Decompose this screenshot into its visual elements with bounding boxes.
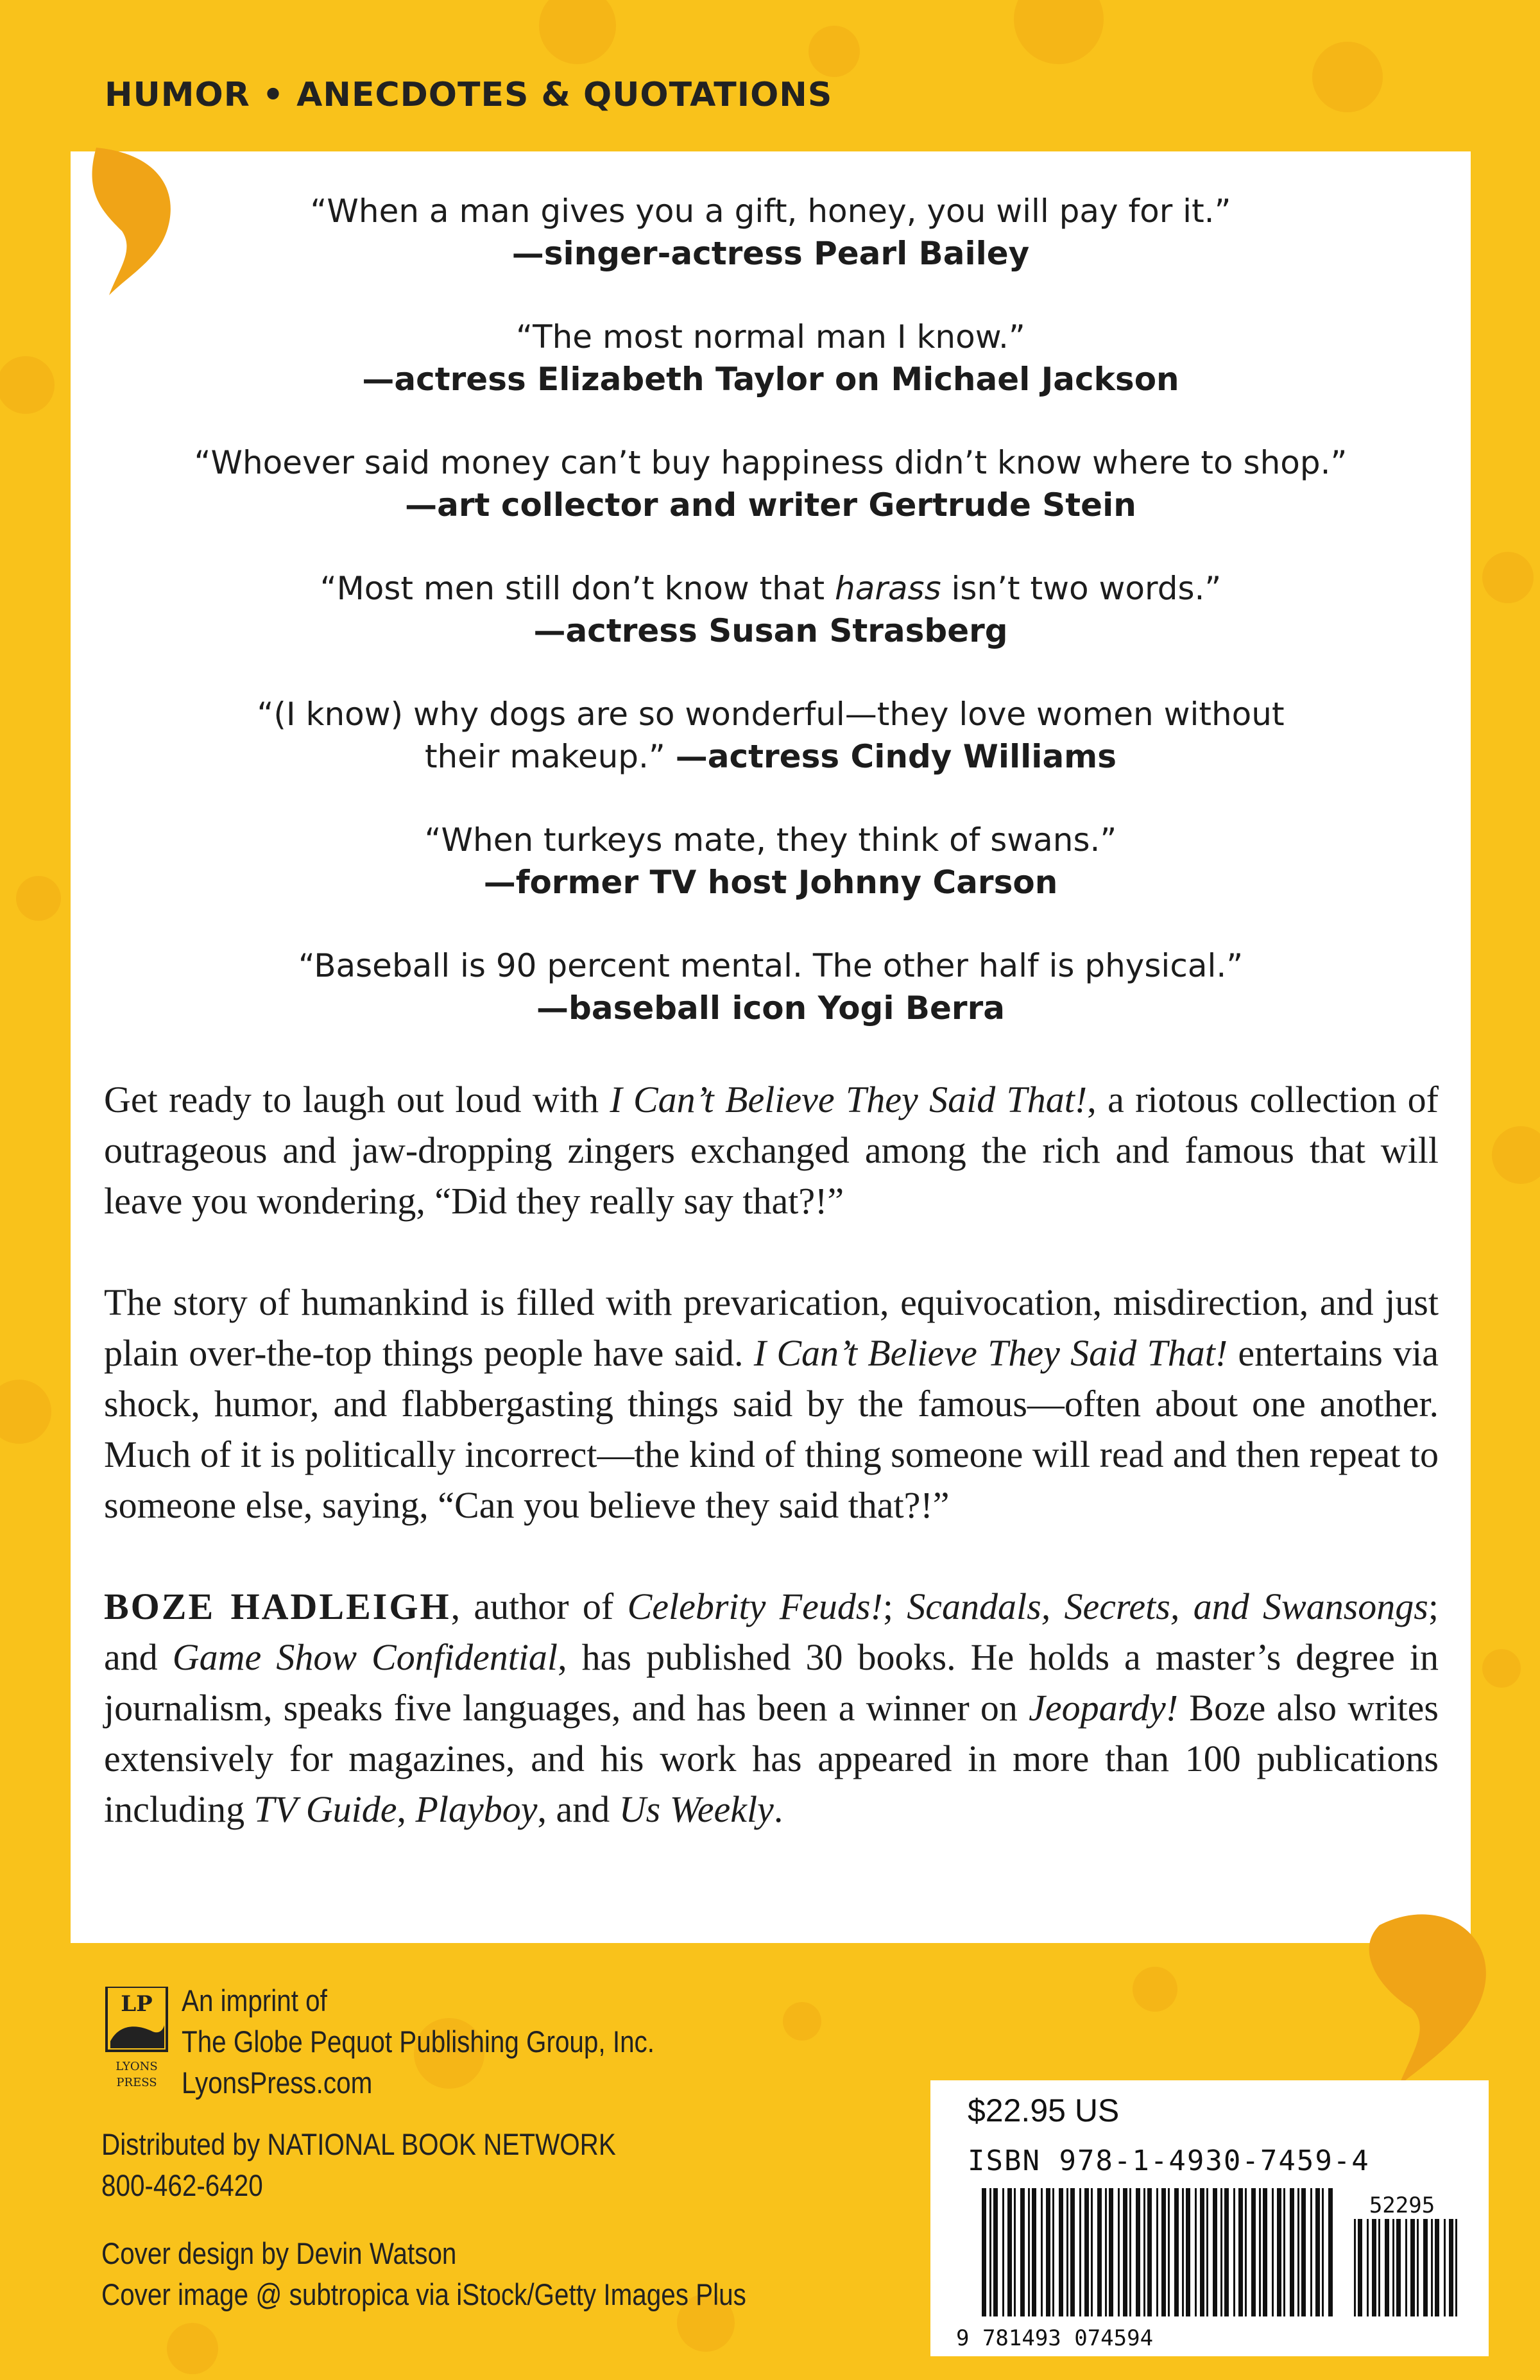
barcode-bar [1206, 2188, 1208, 2316]
quote-text: “Whoever said money can’t buy happiness didn’t know where to shop.” [194, 444, 1348, 481]
book-title: I Can’t Believe They Said That! [753, 1332, 1228, 1374]
barcode-image [950, 2188, 1476, 2349]
barcode-bar [1213, 2188, 1217, 2316]
book-description [104, 1074, 1439, 1835]
barcode-bar [1105, 2188, 1107, 2316]
quote-item [71, 945, 1471, 1029]
barcode-bar [1136, 2188, 1140, 2316]
barcode-bar [1315, 2188, 1320, 2316]
barcode-bar [1233, 2188, 1235, 2316]
barcode-bar [1328, 2188, 1333, 2316]
barcode-bar [1143, 2188, 1145, 2316]
barcode-bar [989, 2188, 991, 2316]
decorative-quote-mark-icon [83, 148, 180, 302]
barcode-bar [1059, 2188, 1063, 2316]
barcode-bar [1182, 2188, 1184, 2316]
quote-item [71, 441, 1471, 526]
barcode-bar [1297, 2188, 1299, 2316]
barcode-bar [1301, 2188, 1306, 2316]
isbn-number: ISBN 978-1-4930-7459-4 [968, 2145, 1370, 2177]
barcode-bar [1251, 2188, 1256, 2316]
logo-letters: LP [121, 1991, 153, 2017]
quote-text: “Baseball is 90 percent mental. The other half is physical.” [298, 947, 1244, 984]
barcode-bar [1052, 2188, 1054, 2316]
barcode-bar [1156, 2188, 1158, 2316]
barcode-bar [1129, 2188, 1131, 2316]
barcode-bar [1079, 2188, 1081, 2316]
quote-item [71, 316, 1471, 400]
author-bio: BOZE HADLEIGH, author of Celebrity Feuds!; Scandals, Secrets, and Swansongs; and Game Show Confidential, has published 30 books. He holds a master’s degree in journalism, speaks five languages, and has been a winner on Jeopardy! Boze also writes extensively for magazines, and his work has appeared in more than 100 publications including TV Guide, Playboy, and Us Weekly. [104, 1586, 1439, 1830]
barcode-bar [1014, 2188, 1016, 2316]
barcode-bar [1066, 2188, 1068, 2316]
price: $22.95 US [968, 2093, 1120, 2128]
barcode-bar [1174, 2188, 1179, 2316]
distributor-phone: 800-462-6420 [101, 2168, 263, 2202]
barcode-bar [1410, 2219, 1415, 2316]
cover-design-credit: Cover design by Devin Watson [101, 2236, 457, 2270]
barcode-bar [1220, 2188, 1222, 2316]
barcode-bar [1070, 2188, 1075, 2316]
barcode-bar [1263, 2188, 1267, 2316]
barcode-bar [1109, 2188, 1113, 2316]
back-cover-text-panel [71, 151, 1471, 1943]
ean-digits: 9 781493 074594 [956, 2325, 1154, 2349]
description-paragraph: The story of humankind is filled with prevarication, equivocation, misdirection, and just plain over-the-top things people have said. I Can’t Believe They Said That! entertains via shock, humor, and flabbergasting things said by the famous—often about one another. Much of it is politically incorrect—the kind of thing someone will read and then repeat to someone else, saying, “Can you believe they said that?!” [104, 1281, 1439, 1526]
barcode-bar [1123, 2188, 1127, 2316]
quote-attribution: —actress Elizabeth Taylor on Michael Jackson [362, 361, 1179, 398]
quote-text: “Most men still don’t know that harass isn’t two words.” [320, 570, 1222, 607]
description-paragraph: Get ready to laugh out loud with I Can’t Believe They Said That!, a riotous collection of outrageous and jaw-dropping zingers exchanged among the rich and famous that will leave you wondering, “Did they really say that?!” [104, 1079, 1439, 1222]
quote-item [71, 567, 1471, 652]
barcode-bar [1396, 2219, 1401, 2316]
quotes-list [71, 190, 1471, 1070]
barcode-bar [1431, 2219, 1433, 2316]
barcode-bar [1002, 2188, 1004, 2316]
publisher-website: LyonsPress.com [182, 2066, 373, 2100]
barcode-bar [1358, 2219, 1362, 2316]
barcode-bar [1028, 2188, 1030, 2316]
quote-attribution: —actress Cindy Williams [675, 738, 1117, 775]
barcode-bar [1378, 2219, 1380, 2316]
barcode-bar [1354, 2219, 1356, 2316]
decorative-quote-mark-icon [1354, 1899, 1495, 2092]
barcode-bar [1423, 2219, 1428, 2316]
logo-name-line: LYONS [116, 2060, 158, 2073]
barcode-bar [1277, 2188, 1281, 2316]
barcode-label [930, 2080, 1489, 2356]
price-code: 52295 [1369, 2193, 1435, 2218]
barcode-bar [1272, 2188, 1274, 2316]
quote-item [71, 693, 1471, 778]
quote-item [71, 819, 1471, 903]
barcode-bar [1259, 2188, 1261, 2316]
barcode-bar [1367, 2219, 1369, 2316]
barcode-bar [993, 2188, 998, 2316]
author-name: BOZE HADLEIGH [104, 1586, 451, 1627]
barcode-bar [1168, 2188, 1170, 2316]
barcode-bar [1322, 2188, 1324, 2316]
barcode-bar [1186, 2188, 1190, 2316]
barcode-bar [1046, 2188, 1050, 2316]
barcode-bar [1455, 2219, 1457, 2316]
book-title: I Can’t Believe They Said That! [610, 1079, 1088, 1120]
lyons-press-logo-icon [101, 1987, 172, 2096]
barcode-bar [1245, 2188, 1247, 2316]
barcode-bar [1020, 2188, 1025, 2316]
barcode-bar [1007, 2188, 1012, 2316]
category-label: HUMOR • ANECDOTES & QUOTATIONS [105, 76, 833, 114]
quote-attribution: —former TV host Johnny Carson [483, 864, 1058, 901]
barcode-bar [1041, 2188, 1043, 2316]
barcode-bar [1097, 2188, 1102, 2316]
barcode-bar [1161, 2188, 1166, 2316]
quote-text: their makeup.” [424, 738, 676, 775]
barcode-bar [1290, 2188, 1294, 2316]
barcode-bar [1310, 2188, 1312, 2316]
quote-text: “(I know) why dogs are so wonderful—they love women without [257, 696, 1285, 733]
quote-text: “The most normal man I know.” [516, 318, 1025, 355]
quote-attribution: —baseball icon Yogi Berra [536, 989, 1005, 1027]
quote-emphasis: harass [835, 570, 941, 607]
distribution-info [101, 2124, 708, 2206]
distributor: Distributed by NATIONAL BOOK NETWORK [101, 2127, 616, 2161]
quote-attribution: —singer-actress Pearl Bailey [511, 235, 1030, 272]
barcode-bar [1385, 2219, 1389, 2316]
barcode-bar [1118, 2188, 1120, 2316]
barcode-bar [1195, 2188, 1197, 2316]
logo-name-line: PRESS [116, 2076, 157, 2089]
quote-text: “When a man gives you a gift, honey, you will pay for it.” [310, 193, 1231, 230]
barcode-bar [1147, 2188, 1152, 2316]
barcode-bar [1084, 2188, 1089, 2316]
quote-text: “When turkeys mate, they think of swans.” [424, 821, 1117, 859]
publisher-name: The Globe Pequot Publishing Group, Inc. [182, 2025, 655, 2059]
barcode-bar [1405, 2219, 1407, 2316]
barcode-bar [1392, 2219, 1394, 2316]
barcode-bar [1032, 2188, 1036, 2316]
barcode-bar [1417, 2219, 1419, 2316]
quote-item [71, 190, 1471, 275]
barcode-bar [1238, 2188, 1243, 2316]
barcode-bar [1449, 2219, 1453, 2316]
cover-image-credit: Cover image @ subtropica via iStock/Getty Images Plus [101, 2277, 746, 2311]
quote-attribution: —art collector and writer Gertrude Stein [405, 486, 1136, 524]
imprint-line: An imprint of [182, 1983, 327, 2017]
quote-attribution: —actress Susan Strasberg [533, 612, 1008, 649]
barcode-bar [982, 2188, 986, 2316]
barcode-bar [1224, 2188, 1229, 2316]
barcode-bar [1444, 2219, 1446, 2316]
barcode-bar [1372, 2219, 1376, 2316]
cover-credits [101, 2233, 874, 2315]
barcode-bar [1435, 2219, 1439, 2316]
barcode-bar [1283, 2188, 1285, 2316]
barcode-bar [1200, 2188, 1204, 2316]
barcode-bar [1091, 2188, 1093, 2316]
